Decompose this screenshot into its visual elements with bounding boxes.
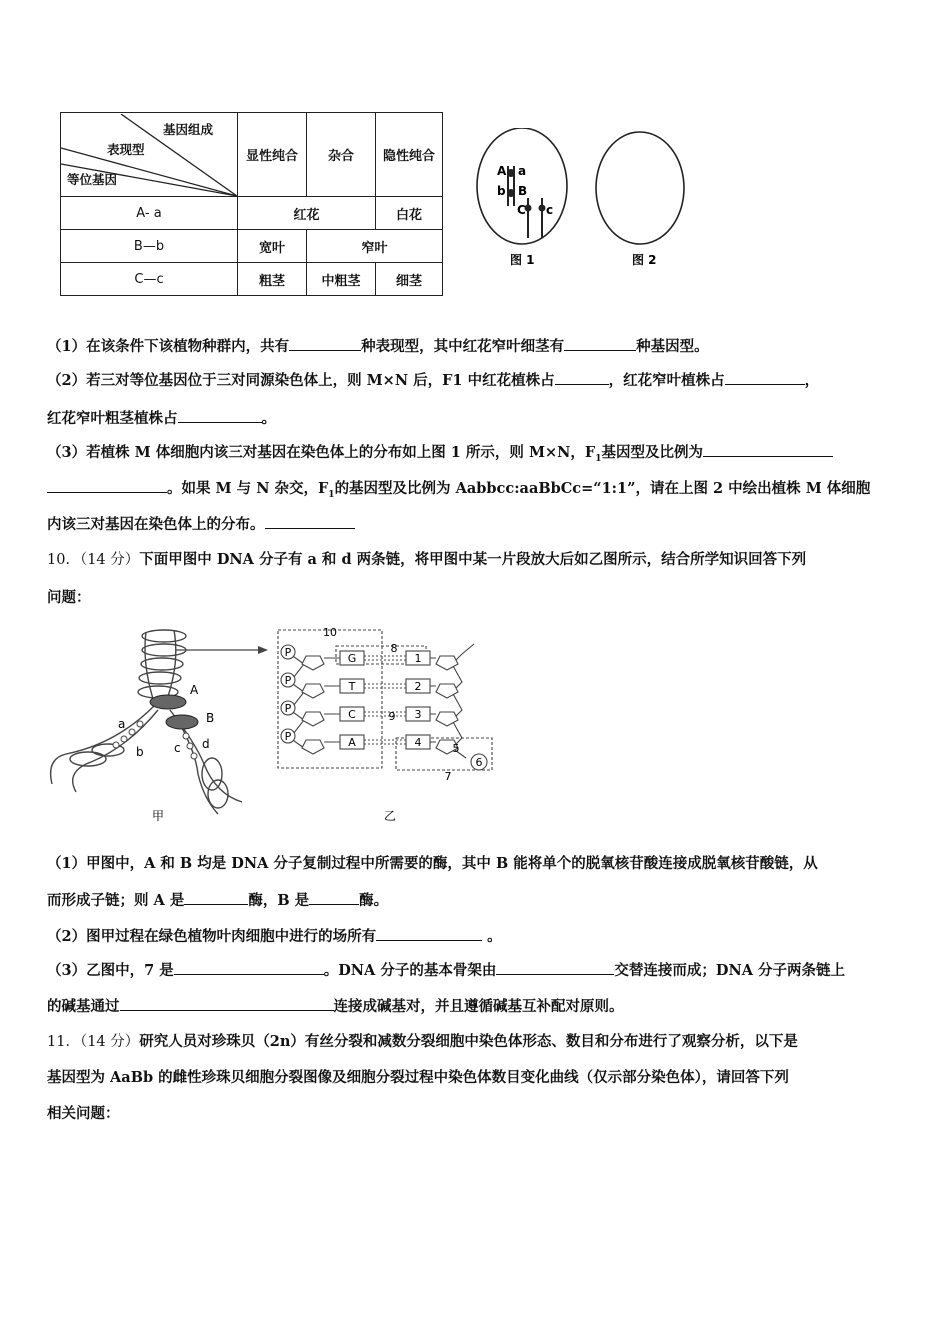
- col-heterozygous: 杂合: [307, 113, 376, 197]
- dna-replication-figure: [46, 624, 276, 824]
- col-dominant-homozygous: 显性纯合: [238, 113, 307, 197]
- q9-part3-cont2: 内该三对基因在染色体上的分布。: [47, 514, 906, 535]
- label-8: 8: [390, 642, 398, 655]
- q11-stem: 11．（14 分）研究人员对珍珠贝（2n）有丝分裂和减数分裂细胞中染色体形态、数目和分布进行了观察分析，以下是: [47, 1033, 798, 1050]
- col-recessive-homozygous: 隐性纯合: [376, 113, 443, 197]
- genotype-table: [60, 112, 443, 296]
- answer-blank[interactable]: [178, 408, 262, 423]
- answer-blank[interactable]: [184, 890, 248, 905]
- q9-part1: （1）在该条件下该植物种群内，共有 种表现型，其中红花窄叶细茎有 种基因型。: [47, 338, 709, 355]
- figure-2-label: 图 2: [632, 253, 657, 267]
- header-allele: 等位基因: [67, 171, 118, 187]
- label-a: a: [118, 717, 126, 731]
- allele-cell: B—b: [61, 230, 238, 263]
- gene-b: b: [497, 184, 506, 198]
- q10-stem: 10．（14 分）下面甲图中 DNA 分子有 a 和 d 两条链，将甲图中某一片段放大后如乙图所示，结合所学知识回答下列: [47, 551, 807, 568]
- phenotype-cell: 窄叶: [307, 230, 443, 263]
- base-left: A: [348, 736, 356, 749]
- label-7: 7: [444, 770, 452, 783]
- figure-2-cell: [596, 132, 684, 267]
- base-right: 2: [414, 680, 422, 693]
- dna-fragment-figure: [276, 624, 506, 829]
- phosphate-label: P: [284, 730, 292, 743]
- answer-blank[interactable]: [265, 514, 355, 529]
- label-c: c: [174, 741, 181, 755]
- answer-blank[interactable]: [555, 370, 609, 385]
- allele-cell: C—c: [61, 263, 238, 296]
- phosphate-label: P: [284, 702, 292, 715]
- q10-part2: （2）图甲过程在绿色植物叶肉细胞中进行的场所有 。: [47, 928, 502, 945]
- q9-part2-cont: 红花窄叶粗茎植株占 。: [47, 410, 276, 427]
- label-d: d: [202, 737, 210, 751]
- label-b: b: [136, 745, 144, 759]
- label-A: A: [190, 683, 199, 697]
- table-diagonal-header: [61, 113, 238, 197]
- phosphate-label: P: [284, 646, 292, 659]
- q10-part1: （1）甲图中，A 和 B 均是 DNA 分子复制过程中所需要的酶，其中 B 能将单个的脱氧核苷酸连接成脱氧核苷酸链，从: [47, 855, 818, 872]
- label-5: 5: [452, 742, 460, 755]
- phenotype-cell: 细茎: [376, 263, 443, 296]
- base-left: C: [348, 708, 356, 721]
- header-gene-composition: 基因组成: [163, 121, 214, 137]
- answer-blank[interactable]: [174, 960, 324, 975]
- gene-A: A: [497, 164, 507, 178]
- base-left: G: [347, 652, 357, 665]
- base-right: 3: [414, 708, 422, 721]
- q10-part3-cont: 的碱基通过 连接成碱基对，并且遵循碱基互补配对原则。: [47, 998, 624, 1015]
- phenotype-cell: 白花: [376, 197, 443, 230]
- label-9: 9: [388, 710, 396, 723]
- gene-C: C: [517, 203, 526, 217]
- label-B: B: [206, 711, 215, 725]
- figure-1-cell: [477, 128, 567, 267]
- phosphate-label: P: [284, 674, 292, 687]
- answer-blank[interactable]: [376, 926, 482, 941]
- figure-jia-label: 甲: [152, 809, 165, 823]
- base-right: 4: [414, 736, 422, 749]
- answer-blank[interactable]: [120, 996, 334, 1011]
- q10-stem-cont: 问题：: [47, 589, 91, 606]
- q11-stem-cont2: 相关问题：: [47, 1105, 120, 1122]
- label-6: 6: [475, 756, 483, 769]
- cell-figures: [470, 128, 690, 273]
- phenotype-cell: 粗茎: [238, 263, 307, 296]
- allele-cell: A- a: [61, 197, 238, 230]
- base-left: T: [348, 680, 356, 693]
- phenotype-cell: 中粗茎: [307, 263, 376, 296]
- label-10: 10: [323, 626, 337, 639]
- phenotype-cell: 红花: [238, 197, 376, 230]
- answer-blank[interactable]: [725, 370, 805, 385]
- answer-blank[interactable]: [289, 336, 361, 351]
- answer-blank[interactable]: [309, 890, 359, 905]
- answer-blank[interactable]: [496, 960, 614, 975]
- figure-yi-label: 乙: [384, 809, 397, 823]
- answer-blank[interactable]: [703, 442, 833, 457]
- q10-part3: （3）乙图中，7 是 。DNA 分子的基本骨架由 交替连接而成；DNA 分子两条链上: [47, 962, 846, 979]
- gene-c: c: [546, 203, 554, 217]
- base-right: 1: [414, 652, 422, 665]
- phenotype-cell: 宽叶: [238, 230, 307, 263]
- q9-part2: （2）若三对等位基因位于三对同源染色体上，则 M×N 后，F1 中红花植株占 ，红花窄叶植株占 ，: [47, 372, 820, 389]
- answer-blank[interactable]: [47, 478, 167, 493]
- q11-stem-cont: 基因型为 AaBb 的雌性珍珠贝细胞分裂图像及细胞分裂过程中染色体数目变化曲线（仅示部分染色体），请回答下列: [47, 1069, 789, 1086]
- gene-a: a: [518, 164, 527, 178]
- figure-1-label: 图 1: [510, 253, 535, 267]
- answer-blank[interactable]: [564, 336, 636, 351]
- q9-part3: （3）若植株 M 体细胞内该三对基因在染色体上的分布如上图 1 所示，则 M×N，$F_1$基因型及比例为: [47, 442, 906, 469]
- q10-part1-cont: 而形成子链；则 A 是 酶，B 是 酶。: [47, 892, 389, 909]
- header-phenotype: 表现型: [107, 141, 145, 157]
- gene-B: B: [518, 184, 528, 198]
- q9-part3-cont: 。如果 M 与 N 杂交，$F_1$的基因型及比例为 Aabbcc:aaBbCc=“1:1”，请在上图 2 中绘出植株 M 体细胞: [47, 478, 906, 505]
